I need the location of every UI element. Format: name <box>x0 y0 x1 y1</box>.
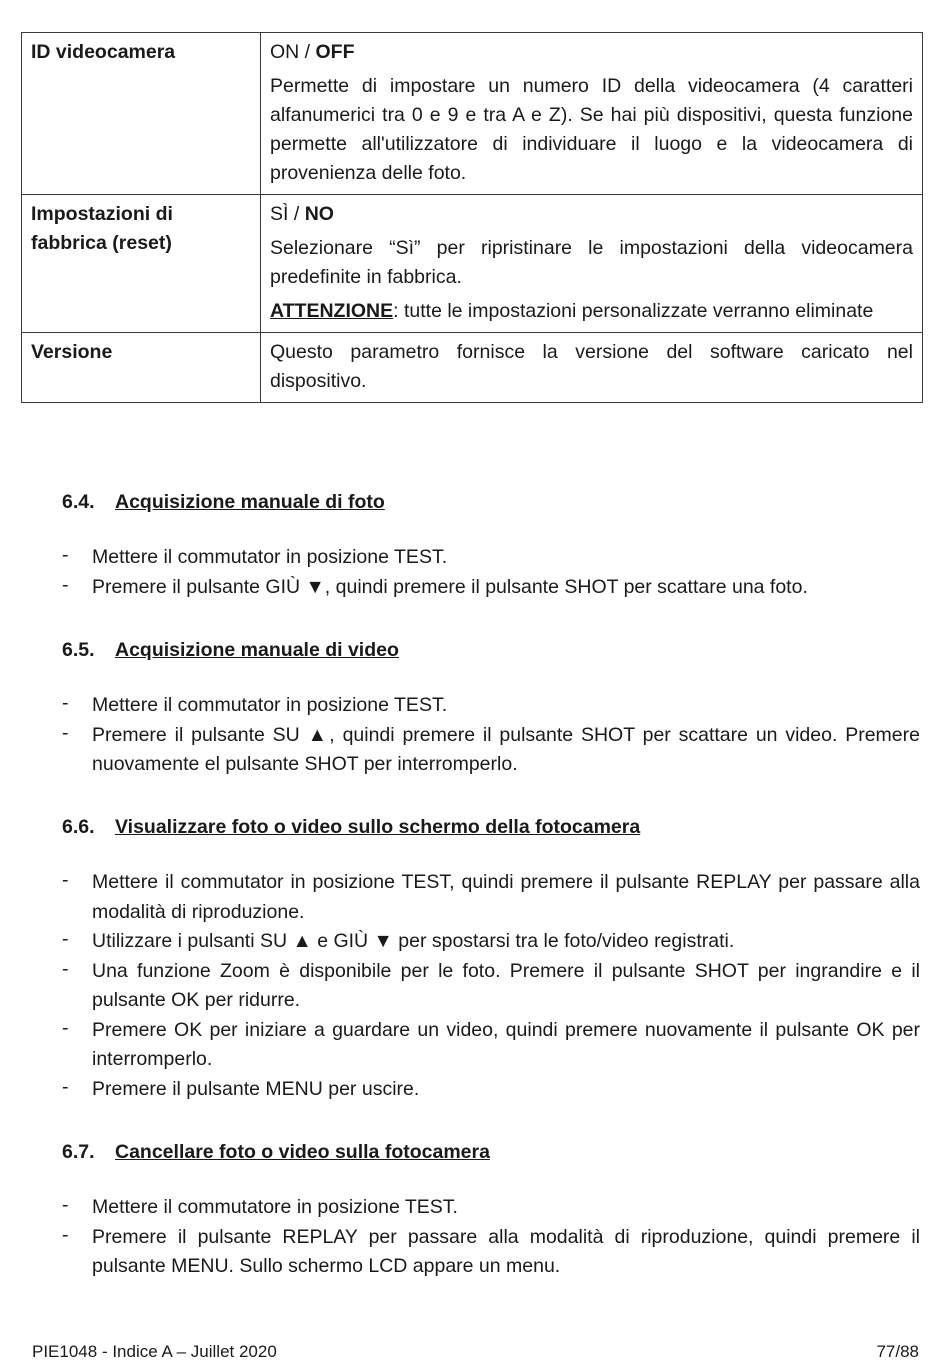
bullet-dash: - <box>62 1194 69 1216</box>
list-item <box>62 1075 920 1105</box>
row-options <box>270 38 913 67</box>
section-number: 6.6. <box>62 816 95 838</box>
list-item <box>62 868 920 927</box>
list-item <box>62 957 920 1016</box>
bullet-dash: - <box>62 1016 69 1039</box>
row-label: Versione <box>22 333 261 403</box>
section-heading <box>62 1138 920 1166</box>
bullet-dash: - <box>62 573 69 596</box>
list-item-text: Premere il pulsante MENU per uscire. <box>92 1077 420 1100</box>
list-item-text: Mettere il commutator in posizione TEST. <box>92 694 448 716</box>
list-item-text: Una funzione Zoom è disponibile per le foto. Premere il pulsante SHOT per ingrandire e il pulsante OK per ridurre. <box>92 959 920 1011</box>
bullet-dash: - <box>62 1223 69 1246</box>
option-separator: / <box>299 41 316 63</box>
footer-page-number: 77/88 <box>876 1342 919 1361</box>
row-options <box>270 200 913 229</box>
section-heading <box>62 636 920 664</box>
section-heading <box>62 813 920 841</box>
section-title: Acquisizione manuale di video <box>115 639 399 661</box>
row-label <box>22 195 261 333</box>
row-content <box>261 333 923 403</box>
bullet-dash: - <box>62 1075 69 1098</box>
section-title: Cancellare foto o video sulla fotocamera <box>115 1141 490 1163</box>
bullet-dash: - <box>62 544 69 566</box>
warning-label: ATTENZIONE <box>270 300 394 322</box>
table-row-camera-id <box>22 33 923 195</box>
list-item <box>62 1193 920 1223</box>
list-item <box>62 721 920 780</box>
bullet-list <box>62 691 920 780</box>
row-content <box>261 33 923 195</box>
bullet-list <box>62 868 920 1104</box>
option-separator: / <box>288 203 305 225</box>
warning-note <box>270 297 913 326</box>
row-description: Permette di impostare un numero ID della videocamera (4 caratteri alfanumerici tra 0 e 9 e tra A e Z). Se hai più dispositivi, questa funzione permette all'utilizzatore di individuare il luogo e la videocamera di provenienza delle foto. <box>270 75 913 184</box>
list-item-text: Premere OK per iniziare a guardare un video, quindi premere nuovamente il pulsante OK per interromperlo. <box>92 1018 920 1070</box>
list-item <box>62 573 920 603</box>
option-default: OFF <box>315 41 355 63</box>
settings-table <box>21 32 923 403</box>
bullet-dash: - <box>62 928 69 950</box>
bullet-dash: - <box>62 869 69 891</box>
section-6-6 <box>62 813 920 1104</box>
list-item <box>62 543 920 573</box>
bullet-dash: - <box>62 721 69 744</box>
list-item <box>62 927 920 957</box>
option-default: NO <box>304 203 334 225</box>
section-title: Acquisizione manuale di foto <box>115 491 385 513</box>
bullet-dash: - <box>62 957 69 980</box>
list-item-text: Mettere il commutator in posizione TEST, quindi premere il pulsante REPLAY per passare alla modalità di riproduzione. <box>92 871 920 923</box>
list-item-text: Premere il pulsante SU ▲, quindi premere il pulsante SHOT per scattare un video. Premere nuovamente el pulsante SHOT per interromperlo. <box>92 723 920 775</box>
list-item-text: Premere il pulsante GIÙ ▼, quindi premere il pulsante SHOT per scattare una foto. <box>92 575 808 598</box>
list-item-text: Premere il pulsante REPLAY per passare alla modalità di riproduzione, quindi premere il pulsante MENU. Sullo schermo LCD appare un menu. <box>92 1225 920 1277</box>
option-value: SÌ <box>270 203 289 225</box>
bullet-list <box>62 543 920 602</box>
row-label-line: Impostazioni di <box>31 203 173 225</box>
bullet-list <box>62 1193 920 1282</box>
table-row-version <box>22 333 923 403</box>
list-item <box>62 1223 920 1282</box>
section-6-4 <box>62 488 920 602</box>
section-6-7 <box>62 1138 920 1282</box>
option-value: ON <box>270 41 300 63</box>
section-number: 6.5. <box>62 639 95 661</box>
row-description: Selezionare “Sì” per ripristinare le impostazioni della videocamera predefinite in fabbrica. <box>270 237 913 288</box>
list-item-text: Mettere il commutatore in posizione TEST. <box>92 1196 458 1218</box>
row-label: ID videocamera <box>22 33 261 195</box>
list-item-text: Utilizzare i pulsanti SU ▲ e GIÙ ▼ per spostarsi tra le foto/video registrati. <box>92 930 735 952</box>
footer-document-ref: PIE1048 - Indice A – Juillet 2020 <box>32 1342 277 1361</box>
bullet-dash: - <box>62 692 69 714</box>
section-number: 6.4. <box>62 491 95 513</box>
table-row-factory-reset <box>22 195 923 333</box>
section-title: Visualizzare foto o video sullo schermo della fotocamera <box>115 816 641 838</box>
section-6-5 <box>62 636 920 780</box>
row-description: Questo parametro fornisce la versione del software caricato nel dispositivo. <box>270 341 913 392</box>
row-label-line: fabbrica (reset) <box>31 232 172 254</box>
list-item-text: Mettere il commutator in posizione TEST. <box>92 546 448 568</box>
warning-text: : tutte le impostazioni personalizzate verranno eliminate <box>393 300 874 322</box>
row-content <box>261 195 923 333</box>
section-heading <box>62 488 920 516</box>
section-number: 6.7. <box>62 1141 95 1163</box>
list-item <box>62 1016 920 1075</box>
list-item <box>62 691 920 721</box>
